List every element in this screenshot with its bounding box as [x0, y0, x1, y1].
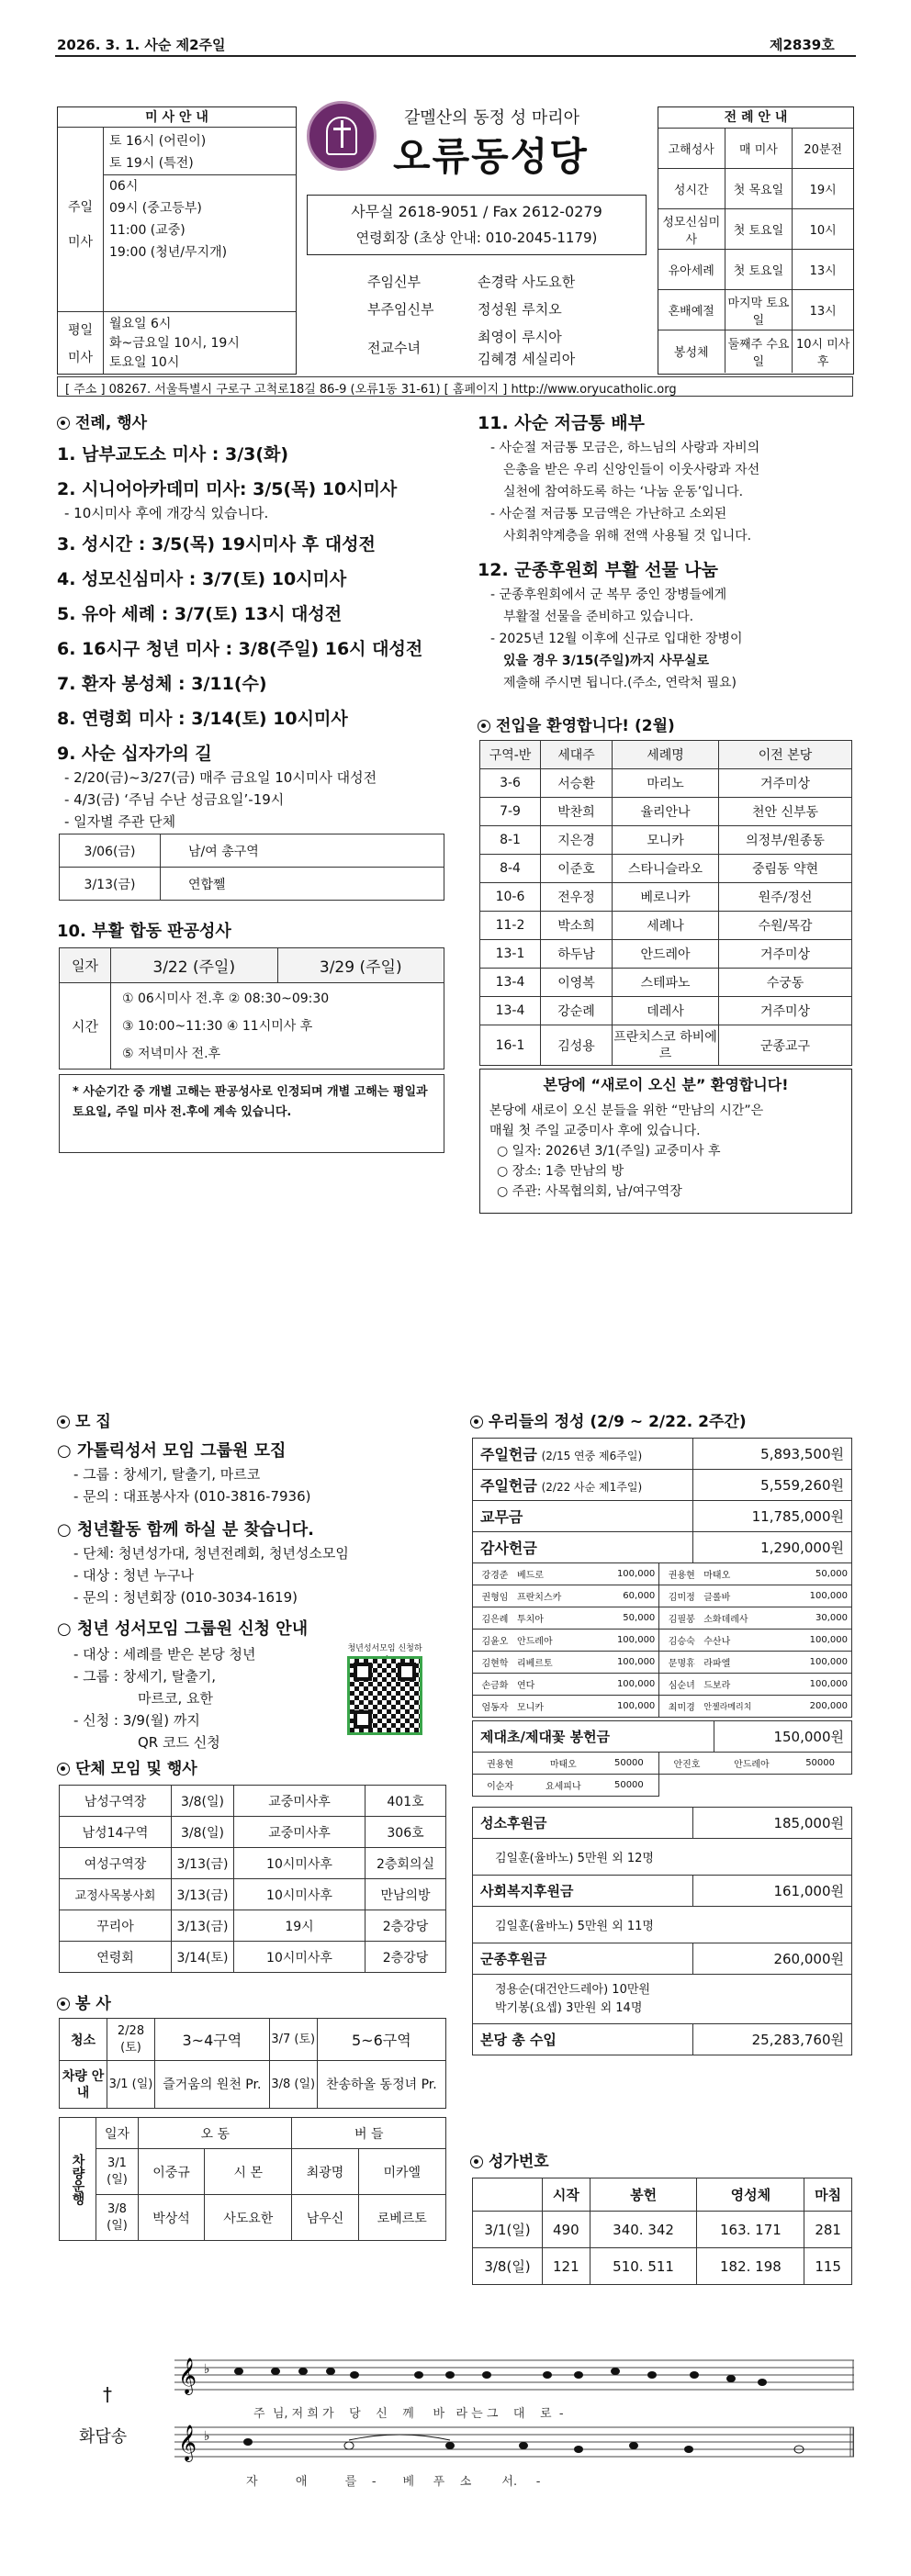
- service-table: 청소 2/28 (토) 3~4구역 3/7 (토) 5~6구역 차량 안내 3/1 (일) 즐거움의 원천 Pr. 3/8 (일) 찬송하올 동정녀 Pr.: [59, 2018, 446, 2109]
- lent-box-title: 11. 사순 저금통 배부: [478, 413, 645, 433]
- thanks-table: 강경준 베드로 100,000 권용현 마태오 50,000 권형임 프란치스카 60,000 김미정 글롤바 100,000 김은례 투치아 50,000 김필봉 소화데레사 30,000 김윤오 안드레아 100,000 김승숙 수산나 100,000 김현학 리베르토 100,000 문명휴 라파엘 100,000 손금화 연다 100,000 심순녀 드보라 100,000 엄동자 모니카 100,000 최미경 안젤라메리치 200,000: [472, 1562, 852, 1718]
- psalm-staff-2: [174, 2422, 854, 2468]
- bullet-icon: [57, 1763, 70, 1775]
- svg-text:♭: ♭: [204, 2429, 210, 2444]
- svg-text:♭: ♭: [204, 2362, 210, 2377]
- newcomer-box: 본당에 “새로이 오신 분” 환영합니다! 본당에 새로이 오신 분들을 위한 “만남의 시간”은 매월 첫 주일 교중미사 후에 있습니다. ○ 일자: 2026년 3/1(주일) 교중미사 후 ○ 장소: 1층 만남의 방 ○ 주관: 사목협의회, 남/여구역장: [479, 1069, 852, 1214]
- military-gift-title: 12. 군종후원회 부활 선물 나눔: [478, 560, 719, 580]
- parish-address: [ 주소 ] 08267. 서울특별시 구로구 고척로18길 86-9 (오류1동 31-61) [ 홈페이지 ] http://www.oryucatholic.org: [57, 376, 853, 397]
- event-note: - 일자별 주관 단체: [64, 813, 176, 830]
- staff-name: 김혜경 세실리아: [478, 351, 576, 367]
- council-contact: 연령회장 (초상 안내: 010-2045-1179): [355, 230, 598, 246]
- qr-caption: 청년성서모임 신청하: [347, 1644, 422, 1653]
- issue-number: 제2839호: [770, 37, 835, 53]
- parish-logo: [307, 101, 377, 171]
- event-item: 7. 환자 봉성체 : 3/11(수): [57, 674, 267, 694]
- vocation-table: 성소후원금 185,000원 김일훈(율바노) 5만원 외 12명 사회복지후원금 161,000원 김일훈(율바노) 5만원 외 11명 군종후원금 260,000원 정용순(대건안드레아) 10만원 박기봉(요셉) 3만원 외 14명 본당 총 수입 25,283,760원: [472, 1807, 852, 2055]
- groups-table: 남성구역장 3/8(일) 교중미사후 401호 남성14구역 3/8(일) 교중미사후 306호 여성구역장 3/13(금) 10시미사후 2층회의실 교정사목봉사회 3/13(금) 10시미사후 만남의방 꾸리아 3/13(금) 19시 2층강당 연령회 3/14(토) 10시미사후 2층강당: [59, 1785, 446, 1973]
- lent-box-text: - 사순절 저금통 모금은, 하느님의 사랑과 자비의 은총을 받은 우리 신앙인들이 이웃사랑과 자선 실천에 참여하도록 하는 ‘나눔 운동’입니다. - 사순절 저금통 모금액은 가난하고 소외된 사회취약계층을 위해 전액 사용될 것 입니다.: [490, 441, 760, 543]
- issue-header: [0, 13, 911, 92]
- event-item: 3. 성시간 : 3/5(목) 19시미사 후 대성전: [57, 534, 376, 554]
- event-item: 9. 사순 십자가의 길: [57, 744, 212, 764]
- weekday-label: 평일 미사: [58, 311, 104, 374]
- staff-role: 전교수녀: [367, 340, 421, 356]
- event-item: 1. 남부교도소 미사 : 3/3(화): [57, 444, 289, 465]
- confession-title: 10. 부활 합동 판공성사: [57, 922, 231, 941]
- staff-name: 최영이 루시아: [478, 329, 562, 345]
- office-contact: [307, 195, 647, 255]
- recruit-item: ○ 청년 성서모임 그룹원 신청 안내: [57, 1619, 309, 1639]
- weekday-lines: 월요일 6시 화~금요일 10시, 19시 토요일 10시: [109, 317, 240, 370]
- staff-role: 부주임신부: [367, 301, 434, 318]
- confession-note: * 사순기간 중 개별 고해는 판공성사로 인정되며 개별 고해는 평일과 토요일, 주일 미사 전.후에 계속 있습니다.: [59, 1074, 444, 1153]
- staff-role: 주임신부: [367, 274, 421, 290]
- hymn-table: 시작 봉헌 영성체 마침 3/1(일) 490 340. 342 163. 171 281 3/8(일) 121 510. 511 182. 198 115: [472, 2178, 852, 2285]
- candle-table: 제대초/제대꽃 봉헌금 150,000원 권용현 마태오 50000 안진호 안드레아 50000 이순자 요세피나 50000: [472, 1720, 852, 1797]
- event-note: - 2/20(금)~3/27(금) 매주 금요일 10시미사 대성전: [64, 769, 377, 786]
- psalm-lyrics-2: 자 애 를 - 베 푸 소 서. -: [246, 2475, 541, 2489]
- office-phone: 사무실 2618-9051 / Fax 2612-0279: [351, 203, 602, 220]
- mass-schedule: [57, 106, 297, 375]
- event-item: 8. 연령회 미사 : 3/14(토) 10시미사: [57, 709, 348, 729]
- recruit-detail: - 그룹 : 창세기, 탈출기, 마르코 - 문의 : 대표봉사자 (010-3816-7936): [73, 1466, 311, 1505]
- service-title: 봉 사: [57, 1990, 111, 2013]
- issue-date: 2026. 3. 1. 사순 제2주일: [57, 37, 226, 53]
- bullet-icon: [57, 1416, 70, 1428]
- bullet-icon: [470, 1416, 483, 1428]
- recruit-title: 모 집: [57, 1408, 111, 1431]
- liturgy-guide: 전 례 안 내 고해성사 매 미사 20분전 성시간 첫 목요일 19시 성모신심미사 첫 토요일 10시 유아세례 첫 토요일 13시 혼배예절 마지막 토요일 13시 봉성체 둘째주 수요일 10시 미사후: [658, 106, 854, 375]
- event-note: - 10시미사 후에 개강식 있습니다.: [64, 505, 269, 521]
- military-gift-text: - 군종후원회에서 군 복무 중인 장병들에게 부활절 선물을 준비하고 있습니다. - 2025년 12월 이후에 신규로 입대한 장병이 있을 경우 3/15(주일)까지 사무실로 제출해 주시면 됩니다.(주소, 연락처 필요): [490, 588, 743, 690]
- bullet-icon: [470, 2156, 483, 2168]
- event-item: 4. 성모신심미사 : 3/7(토) 10시미사: [57, 569, 347, 589]
- recruit-item: ○ 가톨릭성서 모임 그룹원 모집: [57, 1441, 287, 1461]
- svg-text:𝄞: 𝄞: [178, 2425, 197, 2461]
- liturgy-title: 전 례 안 내: [724, 110, 788, 125]
- psalm-staff-1: [174, 2355, 854, 2401]
- cross-table: 3/06(금) 남/여 총구역 3/13(금) 연합쩰: [59, 834, 444, 901]
- recruit-item: ○ 청년활동 함께 하실 분 찾습니다.: [57, 1520, 314, 1540]
- recruit-detail: - 단체: 청년성가대, 청년전례회, 청년성소모임 - 대상 : 청년 누구나 - 문의 : 청년회장 (010-3034-1619): [73, 1545, 349, 1606]
- bullet-icon: [57, 1998, 70, 2010]
- section-liturgy-events: 전례, 행사: [57, 409, 147, 432]
- parish-subtitle: 갈멜산의 동정 성 마리아: [404, 108, 580, 128]
- sunday-lines: 토 16시 (어린이) 토 19시 (특전) 06시 09시 (중고등부) 11:00 (교중) 19:00 (청년/무지개): [109, 130, 297, 263]
- bullet-icon: [478, 720, 490, 733]
- welcome-table: 구역-반 세대주 세례명 이전 본당 3-6 서승환 마리노 거주미상 7-9 박찬희 율리안나 천안 신부동 8-1 지은경 모니카 의정부/원종동 8-4 이준호 스타니슬라오 중림동 약현 10-6 전우정 베로니카 원주/정선 11-2 박소희 세례나 수원/목감 13-1 하두남 안드레아 거주미상 13-4 이영복 스테파노 수궁동 13-4 강순례 데레사 거주미상 16-1 김성용 프란치스코 하비에르 군종교구: [479, 740, 852, 1066]
- groups-title: 단체 모임 및 행사: [57, 1755, 197, 1778]
- recruit-detail: - 대상 : 세례를 받은 본당 청년 - 그룹 : 창세기, 탈출기, 마르코, 요한 - 신청 : 3/9(월) 까지 QR 코드 신청: [73, 1646, 256, 1751]
- event-note: - 4/3(금) ‘주님 수난 성금요일’-19시: [64, 791, 285, 808]
- offering-table: 주일헌금 (2/15 연중 제6주일) 5,893,500원 주일헌금 (2/22 사순 제1주일) 5,559,260원 교무금 11,785,000원 감사헌금 1,290,000원: [472, 1438, 852, 1563]
- offering-title: 우리들의 정성 (2/9 ~ 2/22. 2주간): [470, 1408, 747, 1431]
- staff-name: 손경락 사도요한: [478, 274, 576, 290]
- welcome-title: 전입을 환영합니다! (2월): [478, 712, 675, 735]
- event-item: 6. 16시구 청년 미사 : 3/8(주일) 16시 대성전: [57, 639, 423, 659]
- mass-title: 미 사 안 내: [58, 107, 296, 128]
- driving-table: 차량운행 일자 오 동 버 들 3/1 (일) 이중규 시 몬 최광명 미카엘 3/8 (일) 박상석 사도요한 남우신 로베르토: [59, 2117, 446, 2241]
- hymn-title: 성가번호: [470, 2148, 549, 2171]
- svg-text:𝄞: 𝄞: [178, 2358, 197, 2394]
- cross-icon: †: [103, 2383, 112, 2405]
- event-item: 5. 유아 세례 : 3/7(토) 13시 대성전: [57, 604, 343, 624]
- event-item: 2. 시니어아카데미 미사: 3/5(목) 10시미사: [57, 479, 398, 499]
- psalm-lyrics-1: 주 님, 저 희 가 당 신 께 바 라 는 그 대 로 -: [253, 2407, 564, 2421]
- qr-code-icon[interactable]: [347, 1656, 422, 1735]
- bullet-icon: [57, 417, 70, 430]
- parish-name: 오류동성당: [393, 134, 589, 179]
- staff-name: 정성원 루치오: [478, 301, 562, 318]
- confession-table: 일자 3/22 (주일) 3/29 (주일) 시간 ① 06시미사 전.후 ② 08:30~09:30 ③ 10:00~11:30 ④ 11시미사 후 ⑤ 저녁미사 전.후: [59, 947, 444, 1070]
- sunday-label: 주일 미사: [58, 128, 104, 311]
- psalm-label: 화답송: [79, 2427, 128, 2447]
- newcomer-title: 본당에 “새로이 오신 분” 환영합니다!: [543, 1076, 789, 1093]
